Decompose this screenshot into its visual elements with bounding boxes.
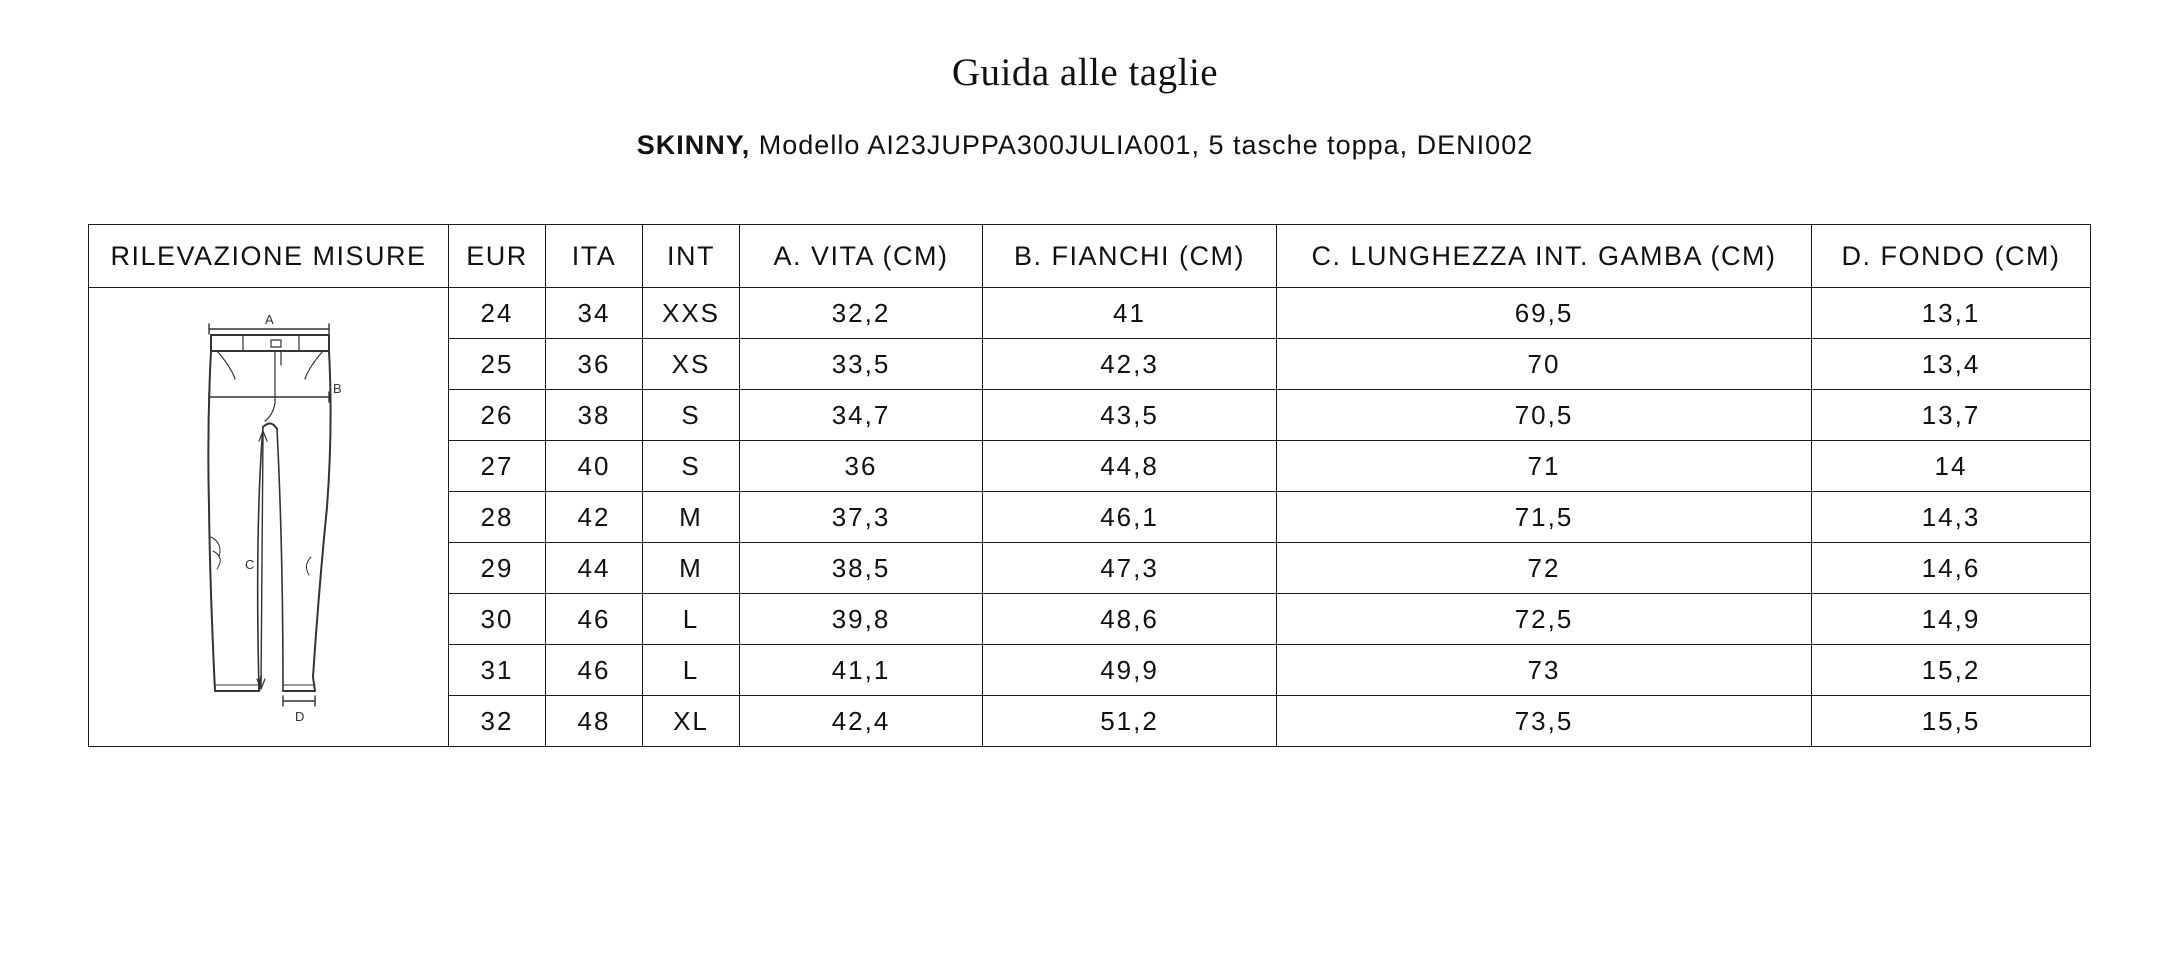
cell-ita: 46 — [546, 645, 643, 696]
cell-int: S — [643, 441, 740, 492]
cell-inseam: 71,5 — [1277, 492, 1812, 543]
size-guide-table — [88, 224, 2091, 747]
model-description: Modello AI23JUPPA300JULIA001, 5 tasche toppa, DENI002 — [750, 130, 1534, 160]
cell-inseam: 72,5 — [1277, 594, 1812, 645]
cell-eur: 31 — [449, 645, 546, 696]
label-c: C — [244, 557, 256, 572]
cell-hem: 14,3 — [1812, 492, 2091, 543]
cell-inseam: 70 — [1277, 339, 1812, 390]
cell-eur: 27 — [449, 441, 546, 492]
fit-name: SKINNY, — [636, 130, 751, 160]
label-b: B — [332, 381, 344, 396]
cell-hips: 47,3 — [983, 543, 1277, 594]
cell-eur: 32 — [449, 696, 546, 747]
header-hips: B. FIANCHI (CM) — [983, 225, 1277, 288]
cell-inseam: 72 — [1277, 543, 1812, 594]
cell-int: XL — [643, 696, 740, 747]
header-waist: A. VITA (CM) — [740, 225, 983, 288]
cell-inseam: 73,5 — [1277, 696, 1812, 747]
cell-int: M — [643, 492, 740, 543]
cell-hips: 42,3 — [983, 339, 1277, 390]
cell-eur: 25 — [449, 339, 546, 390]
cell-ita: 38 — [546, 390, 643, 441]
header-row — [89, 225, 2091, 288]
cell-hem: 14,6 — [1812, 543, 2091, 594]
cell-hem: 15,5 — [1812, 696, 2091, 747]
cell-hips: 43,5 — [983, 390, 1277, 441]
cell-hips: 44,8 — [983, 441, 1277, 492]
cell-waist: 39,8 — [740, 594, 983, 645]
cell-ita: 44 — [546, 543, 643, 594]
cell-ita: 42 — [546, 492, 643, 543]
cell-ita: 46 — [546, 594, 643, 645]
cell-int: L — [643, 594, 740, 645]
cell-waist: 37,3 — [740, 492, 983, 543]
cell-ita: 40 — [546, 441, 643, 492]
cell-inseam: 71 — [1277, 441, 1812, 492]
cell-waist: 32,2 — [740, 288, 983, 339]
cell-int: XXS — [643, 288, 740, 339]
cell-hem: 14 — [1812, 441, 2091, 492]
header-hem: D. FONDO (CM) — [1812, 225, 2091, 288]
cell-ita: 36 — [546, 339, 643, 390]
cell-waist: 38,5 — [740, 543, 983, 594]
cell-eur: 28 — [449, 492, 546, 543]
cell-hips: 41 — [983, 288, 1277, 339]
cell-ita: 48 — [546, 696, 643, 747]
header-inseam: C. LUNGHEZZA INT. GAMBA (CM) — [1277, 225, 1812, 288]
cell-waist: 33,5 — [740, 339, 983, 390]
cell-inseam: 69,5 — [1277, 288, 1812, 339]
header-eur: EUR — [449, 225, 546, 288]
cell-hem: 14,9 — [1812, 594, 2091, 645]
header-measurement: RILEVAZIONE MISURE — [89, 225, 449, 288]
cell-int: XS — [643, 339, 740, 390]
cell-eur: 26 — [449, 390, 546, 441]
cell-waist: 36 — [740, 441, 983, 492]
cell-hem: 13,7 — [1812, 390, 2091, 441]
cell-eur: 30 — [449, 594, 546, 645]
measurement-diagram-cell — [89, 288, 449, 747]
header-ita: ITA — [546, 225, 643, 288]
cell-waist: 42,4 — [740, 696, 983, 747]
cell-eur: 24 — [449, 288, 546, 339]
product-subtitle — [0, 130, 2170, 161]
label-d: D — [294, 709, 306, 724]
cell-int: M — [643, 543, 740, 594]
cell-ita: 34 — [546, 288, 643, 339]
trousers-measurement-diagram-icon — [179, 307, 359, 727]
cell-eur: 29 — [449, 543, 546, 594]
cell-inseam: 70,5 — [1277, 390, 1812, 441]
table-row — [89, 288, 2091, 339]
cell-int: L — [643, 645, 740, 696]
cell-hips: 46,1 — [983, 492, 1277, 543]
cell-hem: 13,4 — [1812, 339, 2091, 390]
cell-hips: 49,9 — [983, 645, 1277, 696]
label-a: A — [264, 312, 276, 327]
cell-inseam: 73 — [1277, 645, 1812, 696]
page-title: Guida alle taglie — [951, 51, 1219, 94]
cell-hips: 48,6 — [983, 594, 1277, 645]
cell-hips: 51,2 — [983, 696, 1277, 747]
cell-waist: 41,1 — [740, 645, 983, 696]
header-int: INT — [643, 225, 740, 288]
cell-waist: 34,7 — [740, 390, 983, 441]
cell-hem: 13,1 — [1812, 288, 2091, 339]
cell-int: S — [643, 390, 740, 441]
cell-hem: 15,2 — [1812, 645, 2091, 696]
